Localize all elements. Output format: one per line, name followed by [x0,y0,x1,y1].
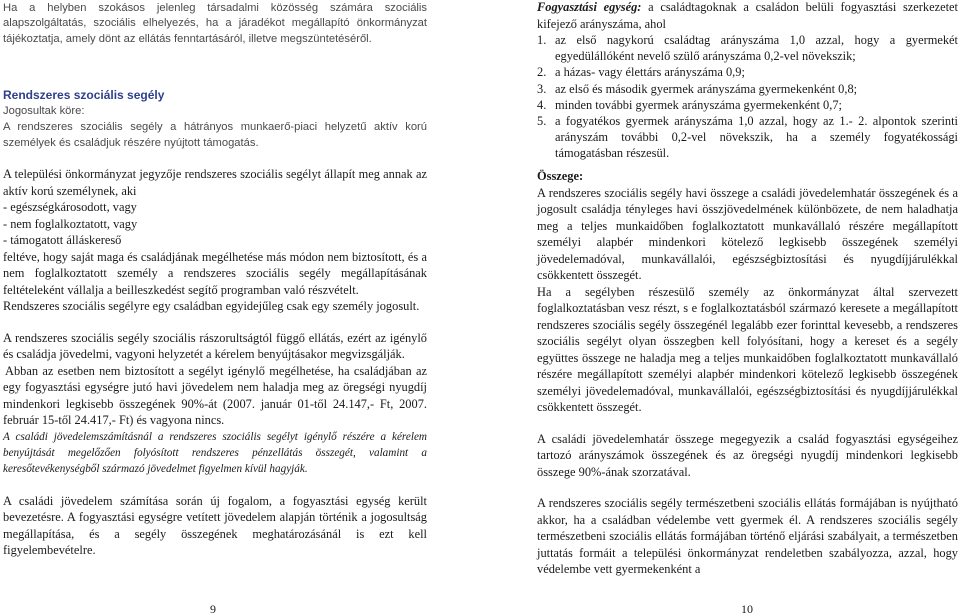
paragraph-6-italic: A családi jövedelemszámításnál a rendszeres szociális segélyt igénylő részére a kérelem benyújtását megelőzően folyósított rendszeres pénzellátás összegét, valamint a keresőtevékenységből származó jövedelmet figyelmen kívül hagyják. [3,430,427,476]
list-number: 5. [537,114,547,129]
list-number: 3. [537,81,547,96]
page-number-right: 10 [741,602,753,616]
list-number: 4. [537,97,547,112]
arany-list [537,32,958,162]
paragraph-4: A rendszeres szociális segély szociális rászorultságtól függő ellátás, ezért az igénylő és családja jövedelmi, vagyoni helyzetét a kérelem benyújtásakor megvizsgálják. [3,330,427,361]
fogyasztasi-egyseg-def [537,0,958,32]
list-item [537,64,958,80]
jogosultak-paragraph: A rendszeres szociális segély a hátrányos munkaerő-piaci helyzetű aktív korú személyek és családjuk részére nyújtott támogatás. [3,120,427,149]
list-item [537,32,958,64]
list-item [537,81,958,97]
section-title-rss: Rendszeres szociális segély [3,88,165,102]
osszege-title: Összege: [537,169,584,183]
page-number-left: 9 [210,602,216,616]
paragraph-1: A települési önkormányzat jegyzője rendszeres szociális segélyt állapít meg annak az aktív korú személynek, aki [3,167,427,198]
paragraph-7: A családi jövedelem számítása során új fogalom, a fogyasztási egység került bevezetésre. A fogyasztási egységre vetített jövedelem alapján történik a jogosultság megállapítása, és a segély összegének meghatározásánál is ezt kell figyelembevételre. [3,493,427,558]
intro-text: Ha a helyben szokásos jelenleg társadalmi közösség számára szociális alapszolgáltatás, szociális elhelyezés, ha a járadékot megállapító önkormányzat tájékoztatja, amely dönt az ellátás fenntartásáról, illetve megszüntetéséről. [3,1,427,46]
list-item: - támogatott álláskereső [3,233,122,247]
list-text: az első és második gyermek arányszáma gyermekenként 0,8; [555,81,858,96]
list-item [537,113,958,162]
list-text: az első nagykorú családtag arányszáma 1,0 azzal, hogy a gyermekét egyedülállóként nevelő szülő arányszáma 0,2-vel növekszik; [555,33,958,64]
osszege-paragraph-3: A családi jövedelemhatár összege megegyezik a család fogyasztási egységeihez tartozó arányszámok összegének és az öregségi nyugdíj mindenkori legkisebb összege 90%-ának szorzatával. [537,431,958,479]
jogosultak-label: Jogosultak köre: [3,105,85,117]
osszege-paragraph-4: A rendszeres szociális segély természetbeni szociális ellátás formájában is nyújtható akkor, ha a családban védelembe vett gyermek él. A rendszeres szociális segély természetbeni szociális ellátás formájában történő eljárási szabályait, a természetben juttatás formáit a települési önkormányzat rendeletben szabályozza, azzal, hogy védelembe vett gyermekenként a [537,496,958,576]
paragraph-2: feltéve, hogy saját maga és családjának megélhetése más módon nem biztosított, és a nem foglalkoztatott személy a rendszeres szociális segély megállapításának feltételeként vállalja a beilleszkedést segítő programban való részvételt. [3,249,427,297]
list-item [537,97,958,113]
fe-definition: a családtagoknak a családon belüli fogyasztási szerkezetet kifejező arányszáma, ahol [537,0,958,31]
osszege-paragraph-2: Ha a segélyben részesülő személy az önkormányzat által szervezett foglalkoztatásban vesz részt, s e foglalkoztatásból származó keresete a megállapított rendszeres szociális segély összegénél legalább ezer forinttal kevesebb, a rendszeres szociális segélyt olyan összegben kell folyósítani, hogy a kereset és a segély együttes összege ne haladja meg a teljes munkaidőben foglalkoztatott munkavállaló részére megállapított személyi alapbér mindenkori kötelező legkisebb összegének személyi jövedelemadóval, munkavállalói, egészségbiztosítási és nyugdíjjárulékkal csökkentett összegét. [537,284,958,414]
list-item: - nem foglalkoztatott, vagy [3,216,138,231]
paragraph-5: Abban az esetben nem biztosított a segélyt igénylő megélhetése, ha családjában az egy fogyasztási egységre jutó havi jövedelem nem haladja meg az öregségi nyugdíj mindenkori legkisebb összegének 90%-át (2007. január 01-től 24.147,- Ft, 2007. február 15-től 24.417,- Ft) és vagyona nincs. [3,363,427,427]
list-text: minden további gyermek arányszáma gyermekenként 0,7; [555,97,842,112]
fe-label: Fogyasztási egység: [537,0,642,14]
list-text: a fogyatékos gyermek arányszáma 1,0 azzal, hogy az 1.- 2. alpontok szerinti arányszám további 0,2-vel növekszik, ha a személy fogyatékossági támogatásban részesül. [555,114,958,161]
list-item: - egészségkárosodott, vagy [3,200,137,214]
osszege-paragraph-1: A rendszeres szociális segély havi összege a családi jövedelemhatár összegének és a jogosult családja tényleges havi összjövedelmének különbözete, de nem haladhatja meg a teljes munkaidőben foglalkoztatott munkavállaló részére megállapított személyi alapbér mindenkori kötelező legkisebb összegének személyi jövedelemadóval, munkavállalói, egészségbiztosítási és nyugdíjjárulékkal csökkentett összegét. [537,185,958,282]
paragraph-3: Rendszeres szociális segélyre egy családban egyidejűleg csak egy személy jogosult. [3,299,420,313]
list-number: 2. [537,65,547,80]
list-number: 1. [537,33,547,47]
list-text: a házas- vagy élettárs arányszáma 0,9; [555,65,745,80]
intro-block [3,0,427,48]
intro-paragraph [3,0,427,48]
